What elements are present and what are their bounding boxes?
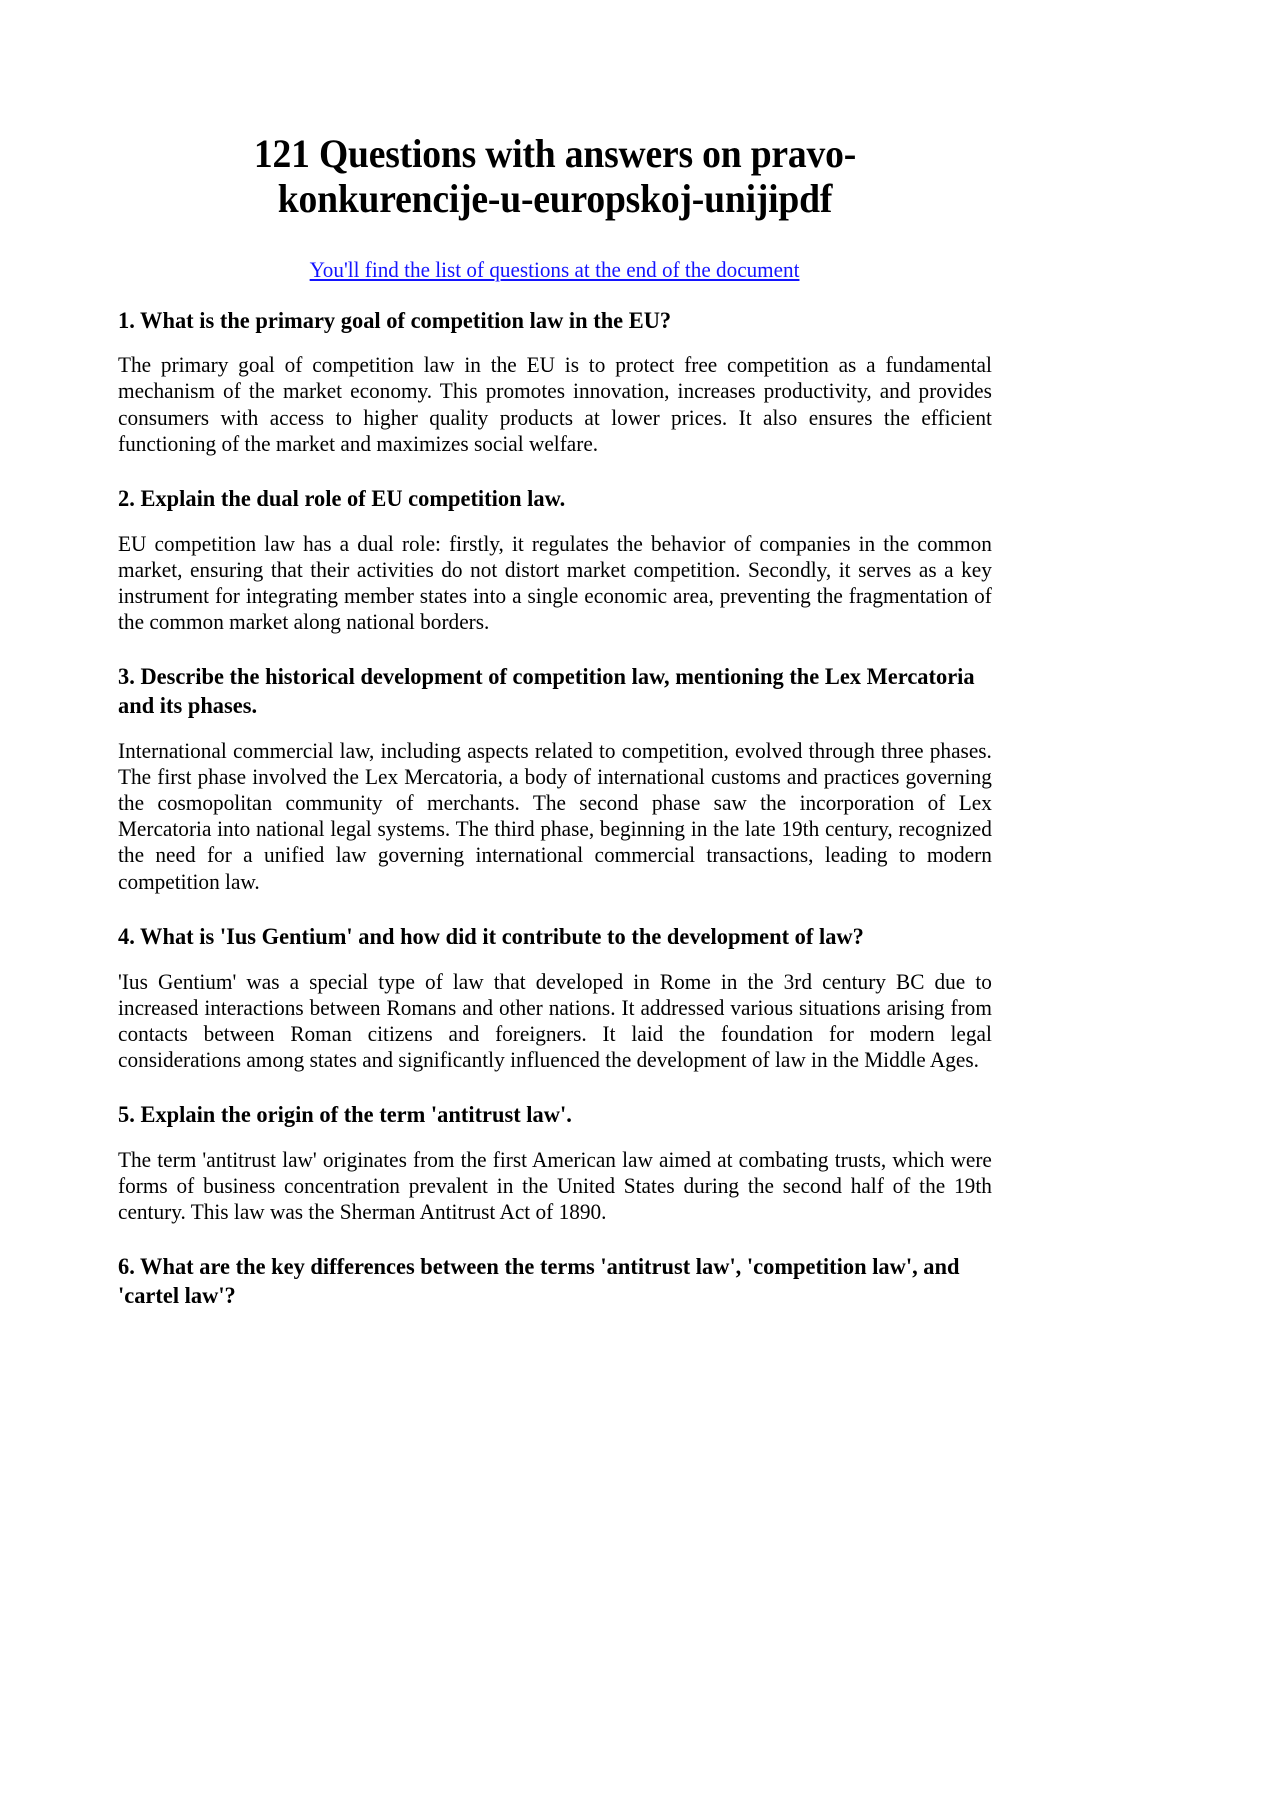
question-entry-4 (118, 923, 992, 1073)
question-heading-5: 5. Explain the origin of the term 'antitrust law'. (118, 1102, 572, 1129)
spacer (118, 895, 992, 923)
spacer (118, 721, 992, 738)
question-entry-2 (118, 485, 992, 635)
question-heading-1: 1. What is the primary goal of competition law in the EU? (118, 307, 672, 334)
answer-paragraph-4: 'Ius Gentium' was a special type of law that developed in Rome in the 3rd century BC due to increased interactions between Romans and other nations. It addressed various situations arising from contacts between Roman citizens and foreigners. It laid the foundation for modern legal considerations among states and significantly influenced the development of law in the Middle Ages. (118, 968, 992, 1073)
answer-paragraph-2: EU competition law has a dual role: firstly, it regulates the behavior of companies in the common market, ensuring that their activities do not distort market competition. Secondly, it serves as a key instrument for integrating member states into a single economic area, preventing the fragmentation of the common market along national borders. (118, 530, 992, 635)
answer-paragraph-3: International commercial law, including aspects related to competition, evolved through three phases. The first phase involved the Lex Mercatoria, a body of international customs and practices governing the cosmopolitan community of merchants. The second phase saw the incorporation of Lex Mercatoria into national legal systems. The third phase, beginning in the late 19th century, recognized the need for a unified law governing international commercial transactions, leading to modern competition law. (118, 737, 992, 894)
spacer (118, 514, 992, 531)
spacer (118, 1073, 992, 1101)
answer-paragraph-5: The term 'antitrust law' originates from the first American law aimed at combating trusts, which were forms of business concentration prevalent in the United States during the second half of the 19th century. This law was the Sherman Antitrust Act of 1890. (118, 1146, 992, 1225)
page-title: 121 Questions with answers on pravo-konkurencije-u-europskoj-unijipdf (253, 131, 857, 221)
question-heading-3: 3. Describe the historical development of competition law, mentioning the Lex Mercatoria and its phases. (118, 664, 975, 720)
list-of-questions-link[interactable]: You'll find the list of questions at the end of the document (310, 256, 800, 282)
answer-paragraph-1: The primary goal of competition law in the EU is to protect free competition as a fundamental mechanism of the market economy. This promotes innovation, increases productivity, and provides consumers with access to higher quality products at lower prices. It also ensures the efficient functioning of the market and maximizes social welfare. (118, 352, 992, 456)
spacer (118, 1130, 992, 1147)
question-entry-5 (118, 1101, 992, 1225)
question-heading-4: 4. What is 'Ius Gentium' and how did it contribute to the development of law? (118, 923, 864, 950)
question-entry-6 (118, 1253, 992, 1310)
subtitle-container (118, 256, 992, 283)
question-entry-3 (118, 663, 992, 894)
spacer (118, 952, 992, 969)
question-heading-6: 6. What are the key differences between the terms 'antitrust law', 'competition law', and 'cartel law'? (118, 1254, 960, 1310)
spacer (118, 635, 992, 663)
spacer (118, 335, 992, 352)
questions-list (118, 307, 992, 1311)
question-entry-1 (118, 307, 992, 457)
document-content-column (118, 0, 992, 1311)
question-heading-2: 2. Explain the dual role of EU competition law. (118, 486, 566, 512)
spacer (118, 1225, 992, 1253)
spacer (118, 457, 992, 485)
